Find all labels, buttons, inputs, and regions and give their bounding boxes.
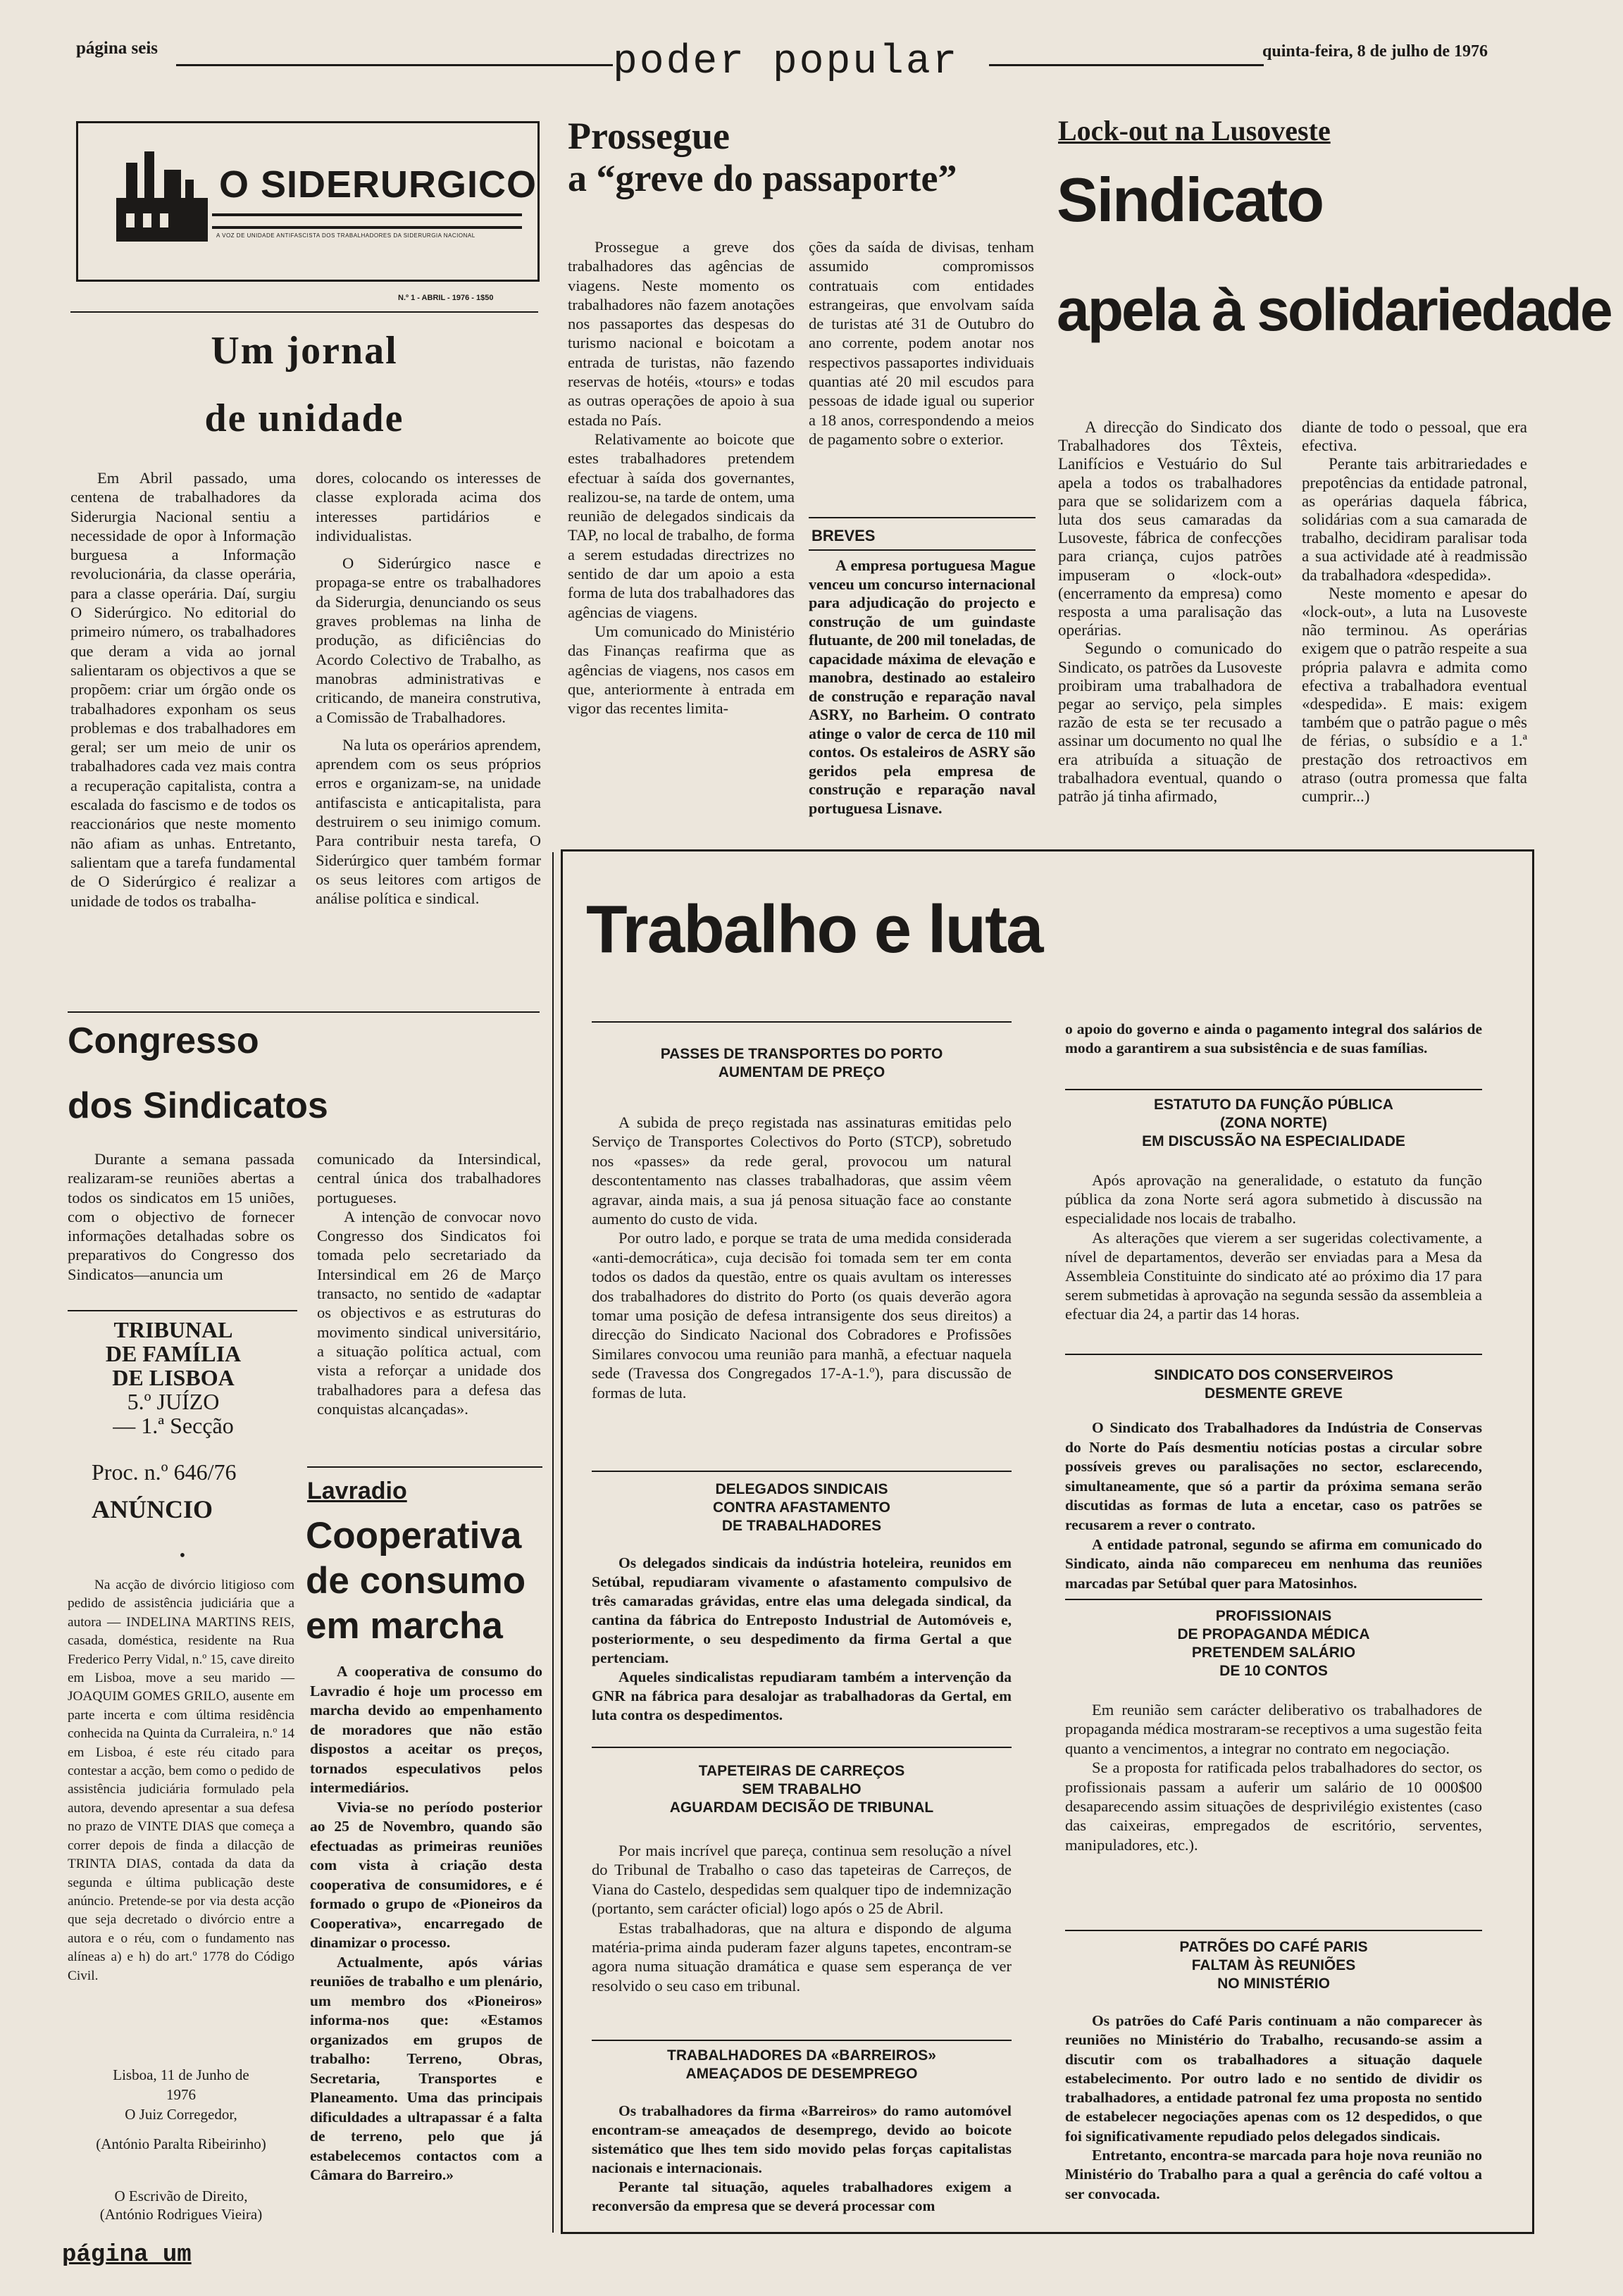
paragraph: Estas trabalhadoras, que na altura e dispondo de alguma matéria-prima ainda puderam fazer alguns tapetes, encontram-se agora numa situação dramática e quase sem esperança de ver resolvido o seu caso em tribunal.	[592, 1918, 1012, 1995]
column-rule	[552, 852, 554, 2233]
delegados-rule	[592, 1471, 1012, 1472]
lusoveste-col-1	[1058, 418, 1282, 806]
tapeteiras-rule	[592, 1747, 1012, 1748]
lavradio-headline-1: Cooperativa	[306, 1515, 522, 1556]
lusoveste-col-2	[1302, 418, 1527, 806]
paragraph: Em reunião sem carácter deliberativo os trabalhadores de propaganda médica mostraram-se receptivos a uma sugestão feita quanto a vencimentos, a integrar no contrato em negociação.	[1065, 1701, 1482, 1757]
estatuto-rule	[1065, 1089, 1482, 1090]
passes-title-2: AUMENTAM DE PREÇO	[718, 1064, 885, 1080]
paragraph: Na acção de divórcio litigioso com pedido de assistência judiciária que a autora — INDELINA MARTINS REIS, casada, doméstica, residente na Rua Frederico Perry Vidal, n.º 15, cave direito em Lisboa, move a seu marido — JOAQUIM GOMES GRILO, ausente em parte incerta e com última residência conhecida na Quinta da Curraleira, n.º 14 em Lisboa, é este réu citado para contestar a acção, bem como o pedido de assistência judiciária formulado pela autora, devendo apresentar a sua defesa no prazo de VINTE DIAS que começa a correr depois de finda a dilacção de TRINTA DIAS, contada da data da segunda e última publicação deste anúncio. Pretende-se por via desta acção que seja decretado o divórcio entre a autora e o réu, com o fundamento nas alíneas a) e h) do art.º 1778 do Código Civil.	[68, 1578, 294, 1983]
tribunal-signer-2: O Escrivão de Direito,	[114, 2188, 248, 2204]
siderurgico-headline-1: Um jornal	[211, 329, 398, 373]
tapeteiras-body	[592, 1841, 1012, 1995]
lusoveste-headline-2: apela à solidariedade	[1057, 277, 1611, 343]
breves-label: BREVES	[812, 527, 876, 544]
siderurgico-rule	[70, 311, 538, 313]
factory-icon	[112, 149, 218, 254]
logo-title: O SIDERURGICO	[219, 163, 537, 206]
lusoveste-headline-1: Sindicato	[1057, 165, 1324, 235]
tribunal-proc: Proc. n.º 646/76	[92, 1459, 237, 1485]
paragraph: Um comunicado do Ministério das Finanças reafirma que as agências de viagens, nos casos em que, anteriormente à entrada em vigor das recentes limita-	[568, 622, 795, 718]
congresso-headline-2: dos Sindicatos	[68, 1085, 328, 1126]
cafe-body	[1065, 2011, 1482, 2204]
issue-date: quinta-feira, 8 de julho de 1976	[1262, 42, 1488, 61]
siderurgico-col-2	[316, 468, 541, 909]
paragraph: Por mais incrível que pareça, continua sem resolução a nível do Tribunal de Trabalho o caso das tapeteiras de Carreços, de Viana do Castelo, despedidas sem qualquer tipo de indemnização (portanto, sem carácter oficial) logo após o 25 de Abril.	[592, 1842, 1012, 1918]
paragraph: A direcção do Sindicato dos Trabalhadores dos Têxteis, Lanifícios e Vestuário do Sul apela a todos os trabalhadores para que se solidarizem com a luta dos seus camaradas da Lusoveste, fábrica de confecções para criança, cujos patrões impuseram o «lock-out» (encerramento da empresa) como resposta a uma paralisação das operárias.	[1058, 418, 1282, 639]
paragraph: Perante tal situação, aqueles trabalhadores exigem a reconversão da empresa que se deverá processar com	[592, 2178, 1012, 2214]
congresso-rule	[68, 1011, 540, 1013]
profissionais-title-1: PROFISSIONAIS	[1215, 1608, 1332, 1624]
tribunal-signer-1: O Juiz Corregedor,	[125, 2106, 237, 2123]
lavradio-headline-3: em marcha	[306, 1605, 503, 1647]
passaporte-col-2	[809, 237, 1034, 449]
cafe-title-1: PATRÕES DO CAFÉ PARIS	[1179, 1939, 1368, 1955]
tribunal-body	[68, 1576, 294, 1985]
paragraph: Perante tais arbitrariedades e prepotências da entidade patronal, as operárias daquela fábrica, solidárias com a sua camarada de trabalho, decidiram paralisar toda a sua actividade até à readmissão da trabalhadora «despedida».	[1302, 455, 1527, 584]
tapeteiras-title-1: TAPETEIRAS DE CARREÇOS	[698, 1763, 905, 1779]
conserveiros-rule	[1065, 1354, 1482, 1355]
lusoveste-kicker: Lock-out na Lusoveste	[1058, 115, 1331, 146]
conserveiros-title-1: SINDICATO DOS CONSERVEIROS	[1154, 1367, 1393, 1383]
profissionais-title-4: DE 10 CONTOS	[1219, 1663, 1328, 1679]
paragraph: Relativamente ao boicote que estes trabalhadores pretendem efectuar à saída dos governantes, realizou-se, na tarde de ontem, uma reunião de delegados sindicais da TAP, no local de trabalho, de forma a serem estudadas directrizes no sentido de dar um apoio a esta forma de luta dos trabalhadores das agências de viagens.	[568, 430, 795, 621]
passes-body	[592, 1113, 1012, 1402]
breves-rule	[809, 549, 1036, 551]
siderurgico-col-1	[70, 468, 296, 911]
conserveiros-body	[1065, 1418, 1482, 1593]
paragraph: A intenção de convocar novo Congresso dos Sindicatos foi tomada pelo secretariado da Intersindical em 26 de Março transacto, no sentido de «adaptar os objectivos e as estruturas do movimento sindical universitário, a situação política actual, com vista a reforçar a unidade dos trabalhadores para a defesa das conquistas alcançadas».	[317, 1207, 541, 1418]
passaporte-headline-1: Prossegue	[568, 115, 730, 157]
lavradio-rule	[307, 1466, 542, 1468]
paragraph: As alterações que vierem a ser sugeridas colectivamente, a nível de departamentos, deverão ser enviadas para a Mesa da Assembleia Constituinte do sindicato até ao próximo dia 17 para serem submetidas à aprovação na segunda sessão da assembleia a efectuar dia 24, a partir das 14 horas.	[1065, 1228, 1482, 1323]
passes-rule	[592, 1021, 1012, 1023]
lavradio-headline-2: de consumo	[306, 1560, 526, 1602]
profissionais-title-2: DE PROPAGANDA MÉDICA	[1177, 1626, 1370, 1642]
estatuto-title-2: (ZONA NORTE)	[1219, 1115, 1328, 1131]
congresso-headline-1: Congresso	[68, 1021, 259, 1061]
tribunal-place-date-1: Lisboa, 11 de Junho de	[113, 2066, 249, 2083]
lavradio-kicker: Lavradio	[307, 1478, 407, 1504]
trabalho-headline: Trabalho e luta	[586, 892, 1043, 967]
tribunal-title-1: TRIBUNAL	[113, 1317, 233, 1342]
delegados-title-3: DE TRABALHADORES	[721, 1518, 882, 1534]
tribunal-anuncio: ANÚNCIO	[92, 1495, 213, 1523]
conserveiros-title-2: DESMENTE GREVE	[1204, 1385, 1343, 1402]
tapeteiras-title-3: AGUARDAM DECISÃO DE TRIBUNAL	[669, 1799, 934, 1816]
tribunal-juizo: 5.º JUÍZO	[127, 1389, 220, 1414]
paragraph: O Sindicato dos Trabalhadores da Indústria de Conservas do Norte do País desmentiu notícias postas a circular sobre possíveis greves ou paralisações no sector, esclarecendo, simultaneamente, que só a partir da próxima semana serão discutidas as formas de luta a encetar, caso os patrões se recusarem a rever o contrato.	[1065, 1419, 1482, 1533]
masthead-rule-right	[989, 64, 1264, 66]
barreiros-body	[592, 2102, 1012, 2216]
tribunal-place-date-2: 1976	[166, 2086, 196, 2103]
congresso-col-1	[68, 1149, 294, 1284]
masthead-rule-left	[176, 64, 613, 66]
lavradio-body	[310, 1662, 542, 2185]
siderurgico-logo	[76, 121, 540, 282]
paragraph: Por outro lado, e porque se trata de uma medida considerada «anti-democrática», cuja decisão foi tomada sem ter em conta todos os dados da questão, entre os quais avultam os interesses dos trabalhadores do distrito do Porto (os quais deverão agora tomar uma posição de defesa intransigente dos seus direitos) a direcção do Sindicato Nacional dos Cobradores e Profissões Similares convocou uma reunião para manhã, a efectuar naquela sede (Travessa dos Congregados 17-A-1.º), para discussão de formas de luta.	[592, 1229, 1012, 1402]
paragraph: O Siderúrgico nasce e propaga-se entre os trabalhadores da Siderurgia, denunciando os seus graves problemas na linha de produção, as dificiências do Acordo Colectivo de Trabalho, as manobras administrativas e criticando, de maneira construtiva, a Comissão de Trabalhadores.	[316, 554, 541, 726]
paragraph: Prossegue a greve dos trabalhadores das agências de viagens. Neste momento os trabalhadores não fazem anotações nos passaportes das despesas do turismo nacional e boicotam a entrada de turistas, não fazendo reservas de hotéis, «tours» e todas as outras operações de apoio à sua estada no País.	[568, 238, 795, 429]
delegados-body	[592, 1554, 1012, 1725]
delegados-title-2: CONTRA AFASTAMENTO	[713, 1499, 890, 1516]
breves-rule-top	[809, 517, 1036, 518]
cafe-title-2: FALTAM ÀS REUNIÕES	[1191, 1957, 1356, 1973]
tribunal-title-3: DE LISBOA	[112, 1365, 235, 1390]
paragraph: A entidade patronal, segundo se afirma em comunicado do Sindicato, ainda não compareceu em nenhuma das reuniões marcadas par Setúbal quer para Matosinhos.	[1065, 1535, 1482, 1592]
paragraph: comunicado da Intersindical, central única dos trabalhadores portugueses.	[317, 1150, 541, 1206]
passes-title-1: PASSES DE TRANSPORTES DO PORTO	[660, 1046, 943, 1062]
page-label: página seis	[76, 39, 158, 58]
paragraph: Segundo o comunicado do Sindicato, os patrões da Lusoveste proibiram uma trabalhadora de pegar ao serviço, pela simples razão de esta se ter recusado a assinar um documento no qual lhe era atribuída a situação de trabalhadora eventual, quando o patrão já tinha afirmado,	[1058, 639, 1282, 806]
paragraph: A subida de preço registada nas assinaturas emitidas pelo Serviço de Transportes Colectivos do Porto (STCP), sobretudo nos «passes» da rede geral, provocou um natural descontentamento nas classes trabalhadoras, que assim vêem agravar, ainda mais, a sua já penosa situação face ao constante aumento do custo de vida.	[592, 1113, 1012, 1228]
paragraph: ções da saída de divisas, tenham assumido compromissos contratuais com entidades estrangeiras, que envolvam saída de turistas até 31 de Outubro do ano corrente, podem anotar nos respectivos passaportes individuais quantias até 20 mil escudos para pessoas de idade igual ou superior a 18 anos, correspondendo a meios de pagamento sobre o exterior.	[809, 238, 1034, 448]
tribunal-bullet: •	[179, 1547, 186, 1565]
newspaper-title: poder popular	[613, 39, 959, 85]
paragraph: o apoio do governo e ainda o pagamento integral dos salários de modo a garantirem a sua subsistência e de suas famílias.	[1065, 1021, 1482, 1056]
estatuto-title-1: ESTATUTO DA FUNÇÃO PÚBLICA	[1154, 1097, 1393, 1113]
paragraph: Após aprovação na generalidade, o estatuto da função pública da zona Norte será agora submetido à discussão na especialidade nos locais de trabalho.	[1065, 1171, 1482, 1228]
paragraph: A empresa portuguesa Mague venceu um concurso internacional para adjudicação do projecto e construção de um guindaste flutuante, de 200 mil toneladas, de capacidade máxima de elevação e manobra, destinado ao estaleiro de construção e reparação naval ASRY, no Barheim. O contrato atinge o valor de cerca de 110 mil contos. Os estaleiros de ASRY são geridos pela empresa de construção e reparação naval portuguesa Lisnave.	[809, 556, 1036, 817]
tribunal-signer-2-name: (António Rodrigues Vieira)	[99, 2206, 263, 2223]
paragraph: Os patrões do Café Paris continuam a não comparecer às reuniões no Ministério do Trabalho, recusando-se assim a discutir com os trabalhadores a situação daquele estabelecimento. Por outro lado e no sentido de dividir os trabalhadores, a entidade patronal fez uma proposta no sentido de estabelecer negociações apenas com os 12 despedidos, o que foi significativamente repudiado pelos delegados sindicais.	[1065, 2012, 1482, 2145]
tribunal-signer-1-name: (António Paralta Ribeirinho)	[96, 2135, 266, 2152]
cafe-rule	[1065, 1930, 1482, 1931]
barreiros-title-1: TRABALHADORES DA «BARREIROS»	[667, 2047, 936, 2064]
estatuto-title-3: EM DISCUSSÃO NA ESPECIALIDADE	[1142, 1133, 1405, 1149]
siderurgico-headline-2: de unidade	[204, 397, 404, 440]
estatuto-body	[1065, 1171, 1482, 1324]
logo-chain	[212, 213, 522, 229]
tribunal-title-2: DE FAMÍLIA	[105, 1341, 242, 1366]
cafe-title-3: NO MINISTÉRIO	[1217, 1976, 1330, 1992]
delegados-title-1: DELEGADOS SINDICAIS	[715, 1481, 888, 1497]
tribunal-seccao: — 1.ª Secção	[113, 1413, 234, 1438]
paragraph: Neste momento e apesar do «lock-out», a luta na Lusoveste não terminou. As operárias exigem que o patrão respeite a sua própria palavra e admita como efectiva a trabalhadora eventual «despedida». E mais: exigem também que o patrão pague o mês de férias, o subsídio e a 1.ª prestação dos retroactivos em atraso (outra promessa que falta cumprir...)	[1302, 584, 1527, 806]
paragraph: Actualmente, após várias reuniões de trabalho e um plenário, um membro dos «Pioneiros» informa-nos que: «Estamos organizados em grupos de trabalho: Terreno, Obras, Secretaria, Transportes e Planeamento. Uma das principais dificuldades a ultrapassar é a falta de terreno, pelo que já estabelecemos contactos com a Câmara do Barreiro.»	[310, 1953, 542, 2183]
paragraph: Os trabalhadores da firma «Barreiros» do ramo automóvel encontram-se ameaçados de desemprego, devido ao boicote sistemático que lhes tem sido movido pelas forças capitalistas nacionais e internacionais.	[592, 2102, 1012, 2176]
paragraph: A cooperativa de consumo do Lavradio é hoje um processo em marcha devido ao empenhamento de moradores que não estão dispostos a aceitar os preços, tornados especulativos pelos intermediários.	[310, 1663, 542, 1796]
passaporte-headline-2: a “greve do passaporte”	[568, 157, 957, 199]
profissionais-rule	[1065, 1599, 1482, 1600]
barreiros-rule	[592, 2040, 1012, 2041]
passaporte-col-1	[568, 237, 795, 718]
paragraph: Entretanto, encontra-se marcada para hoje nova reunião no Ministério do Trabalho para a qual a gerência do café voltou a ser convocada.	[1065, 2147, 1482, 2202]
congresso-col-2	[317, 1149, 541, 1418]
paragraph: Vivia-se no período posterior ao 25 de Novembro, quando são efectuadas as primeiras reuniões com vista à criação desta cooperativa de consumidores, e é formado o grupo de «Pioneiros da Cooperativa», encarregado de dinamizar o processo.	[310, 1798, 542, 1951]
paragraph: dores, colocando os interesses de classe explorada acima dos interesses partidários e individualistas.	[316, 469, 541, 544]
barreiros-continuation	[1065, 1020, 1482, 1058]
siderurgico-issue-line: N.º 1 - ABRIL - 1976 - 1$50	[398, 294, 494, 302]
paragraph: diante de todo o pessoal, que era efectiva.	[1302, 418, 1527, 455]
paragraph: Em Abril passado, uma centena de trabalhadores da Siderurgia Nacional sentiu a necessidade de opor à Informação burguesa a Informação revolucionária, da classe operária, para a classe operária. Daí, surgiu O Siderúrgico. No editorial do primeiro número, os trabalhadores que deram a vida ao jornal salientaram os objectivos a que se propõem: criar um órgão onde os trabalhadores exponham os seus problemas e dos trabalhadores em geral; ser um meio de unir os trabalhadores cada vez mais contra a recuperação capitalista, contra a escalada do fascismo e de todos os reaccionários que neste momento não afiam as unhas. Entretanto, salientam que a tarefa fundamental de O Siderúrgico é realizar a unidade de todos os trabalha-	[70, 469, 296, 910]
footer-page-label: página um	[62, 2242, 192, 2269]
paragraph: Se a proposta for ratificada pelos trabalhadores do sector, os profissionais passam a auferir um salário de 10 000$00 desaparecendo assim situações de desprivilégio existentes (caso das caixeiras, empregados de escritório, serventes, manipuladores, etc.).	[1065, 1759, 1482, 1854]
tapeteiras-title-2: SEM TRABALHO	[742, 1781, 862, 1797]
barreiros-title-2: AMEAÇADOS DE DESEMPREGO	[685, 2066, 918, 2082]
tribunal-rule	[68, 1310, 297, 1311]
breves-text	[809, 556, 1036, 818]
profissionais-title-3: PRETENDEM SALÁRIO	[1191, 1645, 1356, 1661]
paragraph: Durante a semana passada realizaram-se reuniões abertas a todos os sindicatos em 15 uniões, com o objectivo de fornecer informações detalhadas sobre os preparativos do Congresso dos Sindicatos—anuncia um	[68, 1150, 294, 1283]
profissionais-body	[1065, 1700, 1482, 1854]
paragraph: Os delegados sindicais da indústria hoteleira, reunidos em Setúbal, repudiaram vivamente o afastamento compulsivo de três camaradas grávidas, entre elas uma delegada sindical, da cantina da fábrica do Entreposto Industrial de Automóveis e, posteriormente, o seu despedimento da firma Gertal a que pertenciam.	[592, 1554, 1012, 1666]
paragraph: Na luta os operários aprendem, aprendem com os seus próprios erros e organizam-se, na unidade antifascista e anticapitalista, para destruirem o seu inimigo comum. Para contribuir nesta tarefa, O Siderúrgico quer também formar os seus leitores com artigos de análise política e sindical.	[316, 735, 541, 908]
paragraph: Aqueles sindicalistas repudiaram também a intervenção da GNR na fábrica para desalojar as trabalhadoras da Gertal, em luta contra os despedimentos.	[592, 1668, 1012, 1723]
logo-tagline: A VOZ DE UNIDADE ANTIFASCISTA DOS TRABALHADORES DA SIDERURGIA NACIONAL	[216, 232, 475, 239]
